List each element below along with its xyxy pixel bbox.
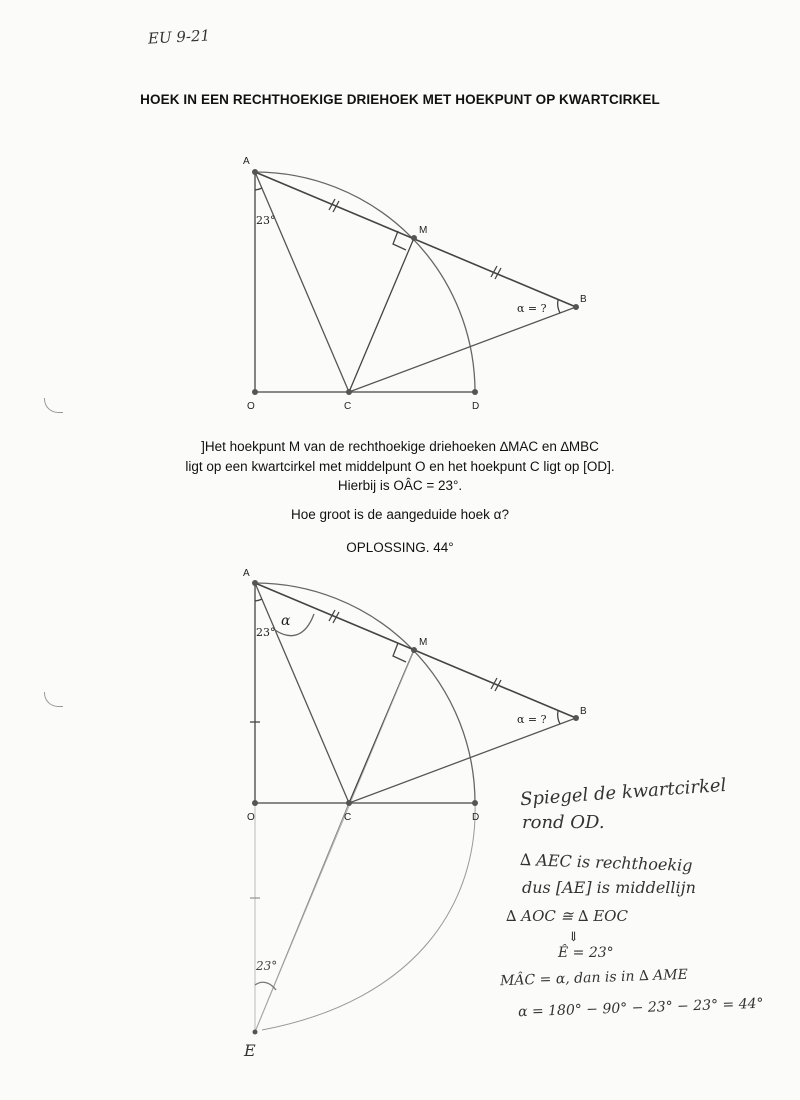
point-M (411, 647, 417, 653)
handwritten-note: ⇓ (568, 930, 579, 945)
label-D: D (472, 812, 480, 823)
point-C (346, 800, 352, 806)
point-D (472, 800, 478, 806)
exercise-code: EU 9-21 (147, 26, 211, 48)
point-A (252, 580, 258, 586)
mirrored-arc (262, 803, 475, 1030)
label-B: B (580, 706, 587, 717)
label-M: M (419, 225, 428, 236)
handwritten-note: rond OD. (522, 812, 605, 833)
point-O (252, 800, 258, 806)
handwritten-note: Spiegel de kwartcirkel (519, 774, 727, 811)
handwritten-note: MÂC = α, dan is in ∆ AME (499, 966, 689, 990)
point-B (573, 715, 579, 721)
problem-line: Hierbij is OÂC = 23°. (337, 478, 463, 493)
tick-mark (491, 678, 497, 689)
handwritten-note: Ê = 23° (558, 945, 614, 961)
answer: OPLOSSING. 44° (346, 540, 454, 555)
handwritten-note: dus [AE] is middellijn (522, 878, 696, 897)
label-C: C (344, 812, 352, 823)
segment-ME (255, 650, 414, 1032)
label-A: A (243, 568, 250, 579)
problem-line: ligt op een kwartcirkel met middelpunt O en het hoekpunt C ligt op [OD]. (185, 458, 615, 474)
label-A: A (243, 156, 250, 167)
label-angle-23-hand: 23° (256, 959, 278, 973)
angle-arc-B (558, 711, 560, 724)
label-alpha-question: α = ? (517, 713, 547, 726)
label-alpha: α (281, 613, 291, 629)
label-D: D (472, 401, 480, 412)
question: Hoe groot is de aangeduide hoek α? (291, 507, 509, 522)
label-angle-23: 23° (256, 626, 276, 639)
label-M: M (419, 637, 428, 648)
label-C: C (344, 401, 352, 412)
handwritten-note: ∆ AEC is rechthoekig (519, 849, 693, 876)
label-angle-23: 23° (256, 214, 276, 227)
handwritten-note: ∆ AOC ≅ ∆ EOC (506, 907, 628, 925)
page-title: HOEK IN EEN RECHTHOEKIGE DRIEHOEK MET HOEKPUNT OP KWARTCIRKEL (140, 92, 660, 107)
point-E (253, 1030, 258, 1035)
label-O: O (247, 812, 255, 823)
label-alpha-question: α = ? (517, 302, 547, 315)
label-E: E (244, 1041, 256, 1060)
angle-arc-A (255, 599, 262, 601)
problem-line: ]Het hoekpunt M van de rechthoekige driehoeken ∆MAC en ∆MBC (201, 439, 599, 454)
label-O: O (247, 401, 255, 412)
label-B: B (580, 294, 587, 305)
handwritten-note: α = 180° − 90° − 23° − 23° = 44° (517, 995, 764, 1021)
